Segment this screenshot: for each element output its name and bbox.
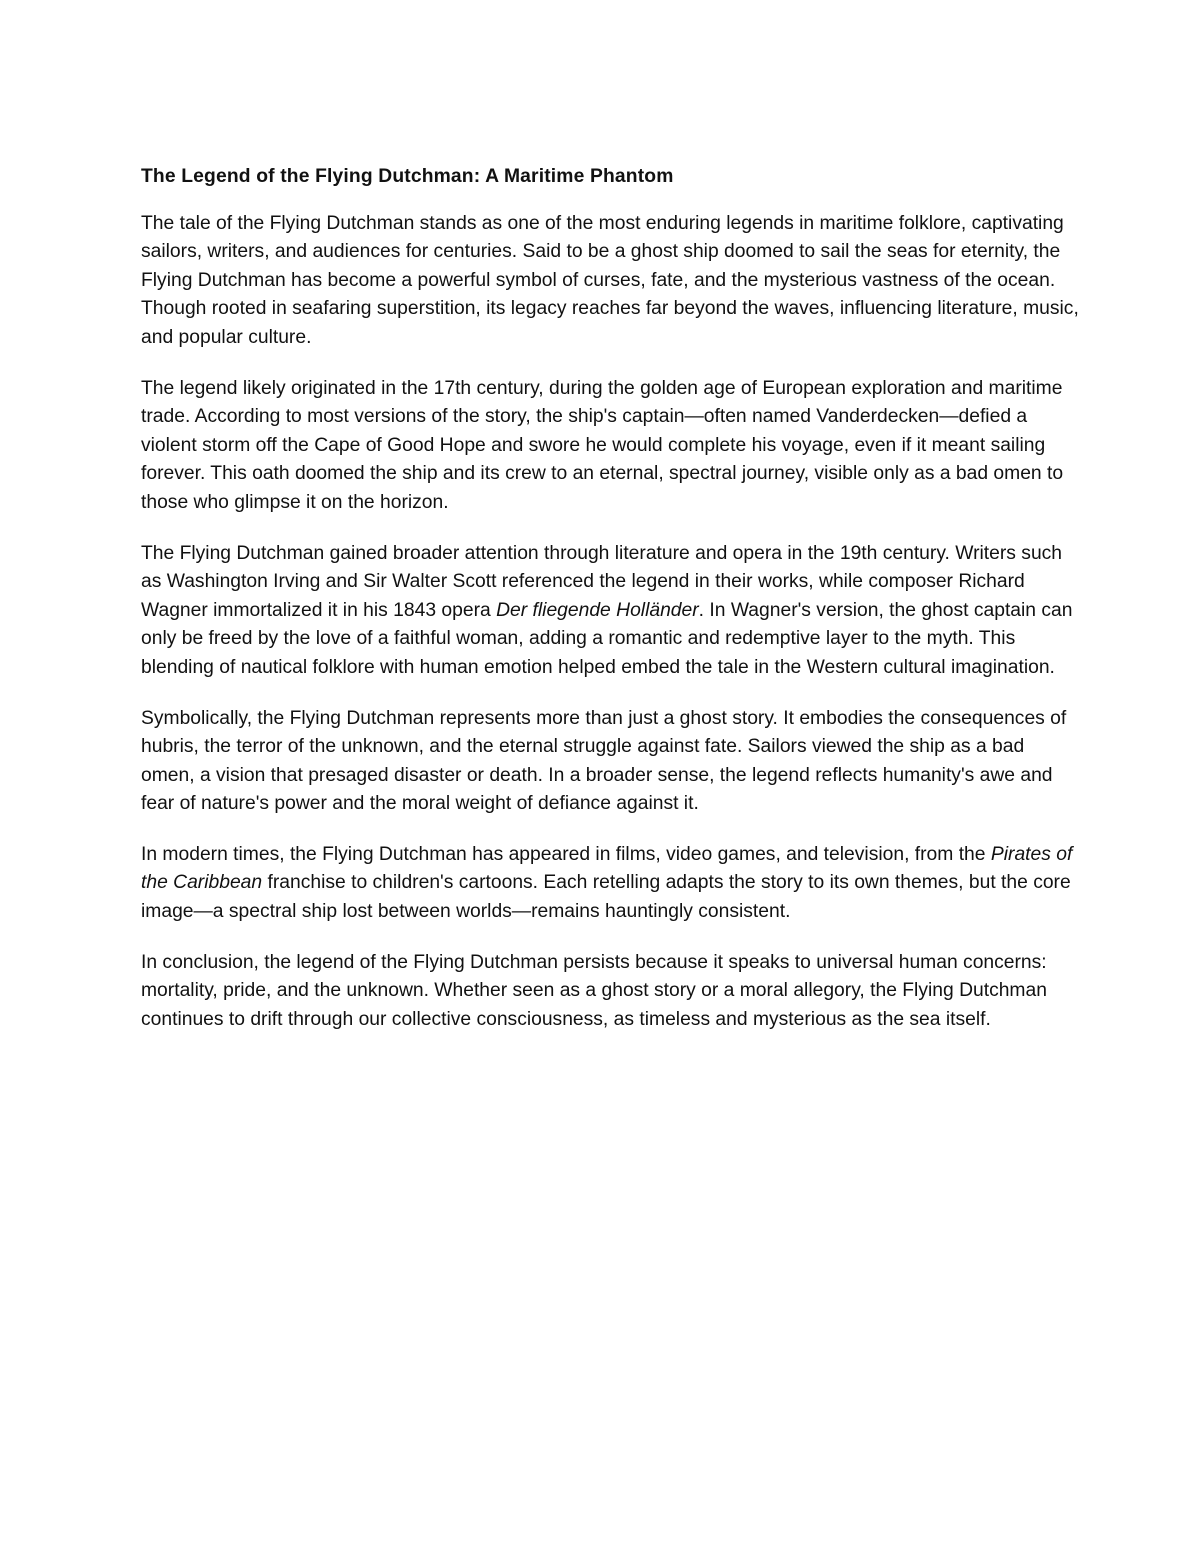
paragraph-literature-opera [141, 540, 1081, 683]
document-title: The Legend of the Flying Dutchman: A Maritime Phantom [141, 166, 674, 187]
paragraph-modern-times [141, 841, 1081, 927]
paragraph-conclusion: In conclusion, the legend of the Flying Dutchman persists because it speaks to universal human concerns: mortality, pride, and the unknown. Whether seen as a ghost story or a moral allegory, the Flying Dutchman continues to drift through our collective consciousness, as timeless and mysterious as the sea itself. [141, 951, 1047, 1030]
paragraph-symbolism: Symbolically, the Flying Dutchman represents more than just a ghost story. It embodies the consequences of hubris, the terror of the unknown, and the eternal struggle against fate. Sailors viewed the ship as a bad omen, a vision that presaged disaster or death. In a broader sense, the legend reflects humanity's awe and fear of nature's power and the moral weight of defiance against it. [141, 707, 1067, 815]
paragraph-text-segment: . In Wagner's version, the ghost captain can only be freed by the love of a faithful woman, adding a romantic and redemptive layer to the myth. This blending of nautical folklore with human emotion helped embed the tale in the Western cultural imagination. [141, 599, 1073, 678]
paragraph-text-segment: The Flying Dutchman gained broader attention through literature and opera in the 19th century. Writers such as Washington Irving and Sir Walter Scott referenced the legend in their works, while composer Richard Wagner immortalized it in his 1843 opera [141, 542, 1063, 621]
film-title-italic: Pirates of the Caribbean [141, 843, 1073, 894]
paragraph-origin: The legend likely originated in the 17th century, during the golden age of European exploration and maritime trade. According to most versions of the story, the ship's captain—often named Vanderdecken—defied a violent storm off the Cape of Good Hope and swore he would complete his voyage, even if it meant sailing forever. This oath doomed the ship and its crew to an eternal, spectral journey, visible only as a bad omen to those who glimpse it on the horizon. [141, 377, 1064, 513]
document-body [141, 163, 1081, 1056]
paragraph-intro: The tale of the Flying Dutchman stands as one of the most enduring legends in maritime folklore, captivating sailors, writers, and audiences for centuries. Said to be a ghost ship doomed to sail the seas for eternity, the Flying Dutchman has become a powerful symbol of curses, fate, and the mysterious vastness of the ocean. Though rooted in seafaring superstition, its legacy reaches far beyond the waves, influencing literature, music, and popular culture. [141, 212, 1079, 348]
paragraph-text-segment: In modern times, the Flying Dutchman has appeared in films, video games, and television, from the [141, 843, 991, 865]
opera-title-italic: Der fliegende Holländer [496, 599, 699, 621]
paragraph-text-segment: franchise to children's cartoons. Each retelling adapts the story to its own themes, but the core image—a spectral ship lost between worlds—remains hauntingly consistent. [141, 872, 1071, 923]
